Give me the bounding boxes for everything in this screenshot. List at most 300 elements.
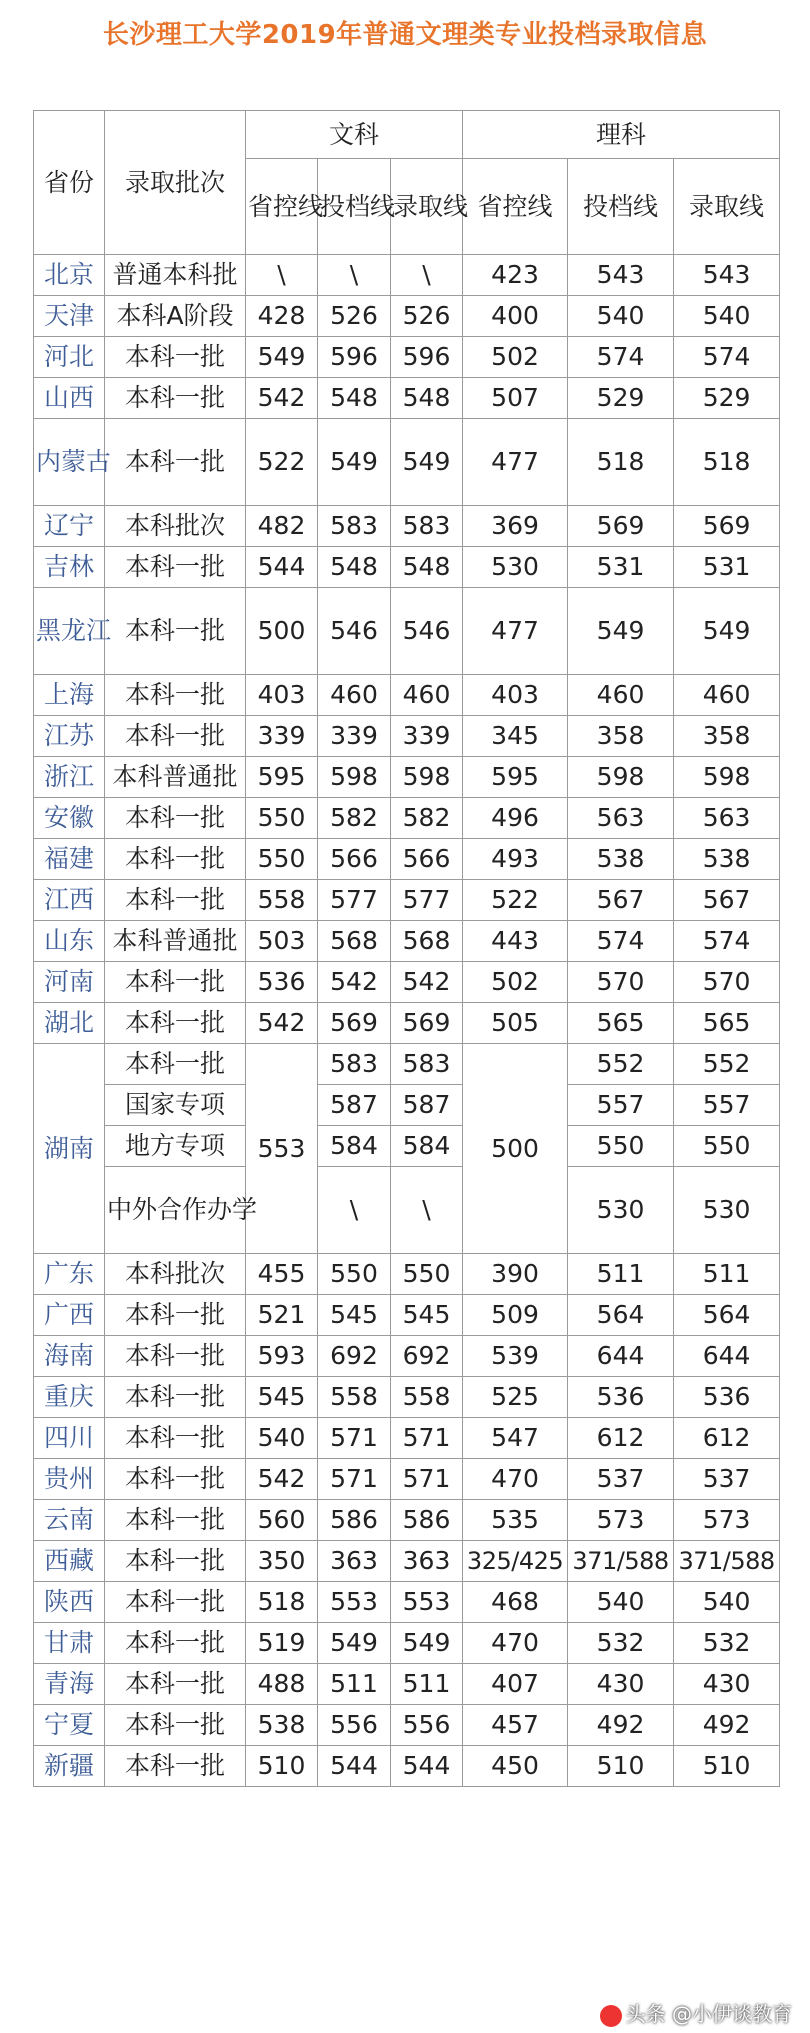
table-row — [34, 337, 780, 378]
science-s1-cell: 500 — [463, 1044, 568, 1254]
arts-a3-cell: 587 — [391, 1085, 463, 1126]
science-s2-cell: 529 — [568, 378, 674, 419]
header-row-1 — [34, 111, 780, 159]
science-s2-cell: 570 — [568, 962, 674, 1003]
arts-a3-cell: 596 — [391, 337, 463, 378]
science-s3-cell: 532 — [674, 1623, 780, 1664]
arts-a3-cell: 549 — [391, 1623, 463, 1664]
province-cell: 天津 — [34, 296, 105, 337]
table-row — [34, 962, 780, 1003]
arts-a2-cell: 586 — [318, 1500, 391, 1541]
science-s2-cell: 530 — [568, 1167, 674, 1254]
arts-a2-cell: 339 — [318, 716, 391, 757]
batch-cell: 本科一批 — [105, 1295, 246, 1336]
arts-a1-cell: 545 — [246, 1377, 318, 1418]
arts-a3-cell: 556 — [391, 1705, 463, 1746]
science-s2-cell: 565 — [568, 1003, 674, 1044]
science-s3-cell: 557 — [674, 1085, 780, 1126]
science-s1-cell: 470 — [463, 1623, 568, 1664]
arts-a1-cell: 482 — [246, 506, 318, 547]
science-s1-cell: 390 — [463, 1254, 568, 1295]
arts-a2-cell: 583 — [318, 506, 391, 547]
arts-a2-cell: 363 — [318, 1541, 391, 1582]
science-s3-cell: 371/588 — [674, 1541, 780, 1582]
arts-a1-cell: 503 — [246, 921, 318, 962]
table-body — [34, 111, 780, 1787]
science-s2-cell: 532 — [568, 1623, 674, 1664]
science-s1-cell: 369 — [463, 506, 568, 547]
province-cell: 重庆 — [34, 1377, 105, 1418]
batch-cell: 本科一批 — [105, 1623, 246, 1664]
arts-a3-cell: 549 — [391, 419, 463, 506]
arts-a1-cell: 428 — [246, 296, 318, 337]
arts-a1-cell: 455 — [246, 1254, 318, 1295]
batch-cell: 本科一批 — [105, 962, 246, 1003]
science-s3-cell: 565 — [674, 1003, 780, 1044]
batch-cell: 本科批次 — [105, 506, 246, 547]
science-s3-cell: 644 — [674, 1336, 780, 1377]
science-s3-cell: 510 — [674, 1746, 780, 1787]
arts-a1-cell: 550 — [246, 839, 318, 880]
science-s2-cell: 540 — [568, 1582, 674, 1623]
arts-a2-cell: 553 — [318, 1582, 391, 1623]
science-s3-cell: 550 — [674, 1126, 780, 1167]
arts-a3-cell: \ — [391, 255, 463, 296]
arts-a3-cell: 545 — [391, 1295, 463, 1336]
province-cell: 上海 — [34, 675, 105, 716]
science-s1-cell: 443 — [463, 921, 568, 962]
arts-a1-cell: 519 — [246, 1623, 318, 1664]
province-cell: 河北 — [34, 337, 105, 378]
batch-cell: 本科一批 — [105, 1705, 246, 1746]
table-row — [34, 296, 780, 337]
science-s3-cell: 530 — [674, 1167, 780, 1254]
arts-a2-cell: 692 — [318, 1336, 391, 1377]
science-s3-cell: 430 — [674, 1664, 780, 1705]
science-s3-cell: 540 — [674, 1582, 780, 1623]
science-s1-cell: 400 — [463, 296, 568, 337]
batch-cell: 本科一批 — [105, 1459, 246, 1500]
science-s1-cell: 470 — [463, 1459, 568, 1500]
science-s2-cell: 358 — [568, 716, 674, 757]
batch-cell: 本科一批 — [105, 1418, 246, 1459]
science-s2-cell: 531 — [568, 547, 674, 588]
table-row — [34, 880, 780, 921]
table-row — [34, 1085, 780, 1126]
admission-table — [33, 110, 780, 1787]
batch-cell: 本科一批 — [105, 880, 246, 921]
science-s1-cell: 505 — [463, 1003, 568, 1044]
table-row — [34, 757, 780, 798]
science-s3-cell: 492 — [674, 1705, 780, 1746]
arts-a2-cell: 558 — [318, 1377, 391, 1418]
arts-a3-cell: 363 — [391, 1541, 463, 1582]
arts-a1-cell: 536 — [246, 962, 318, 1003]
arts-a1-cell: 510 — [246, 1746, 318, 1787]
arts-a3-cell: 569 — [391, 1003, 463, 1044]
science-s1-cell: 525 — [463, 1377, 568, 1418]
science-s2-cell: 569 — [568, 506, 674, 547]
arts-a1-cell: 500 — [246, 588, 318, 675]
batch-cell: 本科一批 — [105, 1500, 246, 1541]
science-s1-cell: 507 — [463, 378, 568, 419]
batch-cell: 本科一批 — [105, 1003, 246, 1044]
science-s2-cell: 564 — [568, 1295, 674, 1336]
science-s1-cell: 325/425 — [463, 1541, 568, 1582]
science-s3-cell: 598 — [674, 757, 780, 798]
science-s2-cell: 574 — [568, 921, 674, 962]
arts-a2-cell: 549 — [318, 1623, 391, 1664]
science-s2-cell: 510 — [568, 1746, 674, 1787]
arts-a1-cell: 544 — [246, 547, 318, 588]
table-row — [34, 675, 780, 716]
arts-a3-cell: 568 — [391, 921, 463, 962]
province-cell: 宁夏 — [34, 1705, 105, 1746]
science-s3-cell: 537 — [674, 1459, 780, 1500]
table-row — [34, 1705, 780, 1746]
arts-a1-cell: 550 — [246, 798, 318, 839]
arts-a3-cell: 550 — [391, 1254, 463, 1295]
science-s2-cell: 552 — [568, 1044, 674, 1085]
science-s1-cell: 493 — [463, 839, 568, 880]
arts-a2-cell: 582 — [318, 798, 391, 839]
arts-a3-cell: 548 — [391, 547, 463, 588]
batch-cell: 本科一批 — [105, 1746, 246, 1787]
arts-a3-cell: 548 — [391, 378, 463, 419]
province-cell: 河南 — [34, 962, 105, 1003]
science-s2-cell: 537 — [568, 1459, 674, 1500]
table-row — [34, 588, 780, 675]
arts-a3-cell: 571 — [391, 1418, 463, 1459]
province-cell: 安徽 — [34, 798, 105, 839]
arts-a1-cell: 540 — [246, 1418, 318, 1459]
arts-a2-cell: 566 — [318, 839, 391, 880]
science-s1-cell: 535 — [463, 1500, 568, 1541]
science-s2-cell: 563 — [568, 798, 674, 839]
batch-cell: 本科一批 — [105, 378, 246, 419]
science-s2-cell: 549 — [568, 588, 674, 675]
header-sci-admit: 录取线 — [674, 159, 780, 255]
batch-cell: 本科一批 — [105, 419, 246, 506]
arts-a2-cell: 598 — [318, 757, 391, 798]
science-s2-cell: 430 — [568, 1664, 674, 1705]
arts-a1-cell: 538 — [246, 1705, 318, 1746]
header-batch: 录取批次 — [105, 111, 246, 255]
batch-cell: 本科一批 — [105, 716, 246, 757]
batch-cell: 本科普通批 — [105, 757, 246, 798]
science-s3-cell: 563 — [674, 798, 780, 839]
arts-a3-cell: 553 — [391, 1582, 463, 1623]
arts-a2-cell: 550 — [318, 1254, 391, 1295]
batch-cell: 普通本科批 — [105, 255, 246, 296]
batch-cell: 本科一批 — [105, 1582, 246, 1623]
science-s1-cell: 502 — [463, 337, 568, 378]
arts-a3-cell: 544 — [391, 1746, 463, 1787]
table-row — [34, 1459, 780, 1500]
table-row — [34, 1746, 780, 1787]
arts-a1-cell: \ — [246, 255, 318, 296]
header-arts-admit: 录取线 — [391, 159, 463, 255]
batch-cell: 地方专项 — [105, 1126, 246, 1167]
header-arts: 文科 — [246, 111, 463, 159]
science-s3-cell: 511 — [674, 1254, 780, 1295]
arts-a3-cell: 526 — [391, 296, 463, 337]
province-cell: 新疆 — [34, 1746, 105, 1787]
batch-cell: 本科一批 — [105, 1336, 246, 1377]
arts-a3-cell: 558 — [391, 1377, 463, 1418]
arts-a3-cell: 586 — [391, 1500, 463, 1541]
table-row — [34, 419, 780, 506]
science-s3-cell: 570 — [674, 962, 780, 1003]
science-s1-cell: 407 — [463, 1664, 568, 1705]
arts-a2-cell: 596 — [318, 337, 391, 378]
table-row — [34, 1541, 780, 1582]
science-s3-cell: 531 — [674, 547, 780, 588]
province-cell: 广东 — [34, 1254, 105, 1295]
arts-a1-cell: 521 — [246, 1295, 318, 1336]
arts-a2-cell: 545 — [318, 1295, 391, 1336]
arts-a2-cell: 549 — [318, 419, 391, 506]
science-s3-cell: 460 — [674, 675, 780, 716]
province-cell: 西藏 — [34, 1541, 105, 1582]
province-cell: 贵州 — [34, 1459, 105, 1500]
province-cell: 青海 — [34, 1664, 105, 1705]
province-cell: 云南 — [34, 1500, 105, 1541]
table-row — [34, 506, 780, 547]
science-s1-cell: 423 — [463, 255, 568, 296]
province-cell: 内蒙古 — [34, 419, 105, 506]
science-s1-cell: 345 — [463, 716, 568, 757]
science-s3-cell: 567 — [674, 880, 780, 921]
arts-a1-cell: 542 — [246, 378, 318, 419]
arts-a1-cell: 488 — [246, 1664, 318, 1705]
arts-a2-cell: 548 — [318, 547, 391, 588]
watermark-text: 头条 @小伊谈教育 — [625, 2002, 792, 2026]
arts-a2-cell: 544 — [318, 1746, 391, 1787]
province-cell: 四川 — [34, 1418, 105, 1459]
table-row — [34, 921, 780, 962]
science-s2-cell: 538 — [568, 839, 674, 880]
science-s2-cell: 612 — [568, 1418, 674, 1459]
science-s3-cell: 538 — [674, 839, 780, 880]
science-s1-cell: 530 — [463, 547, 568, 588]
batch-cell: 本科一批 — [105, 588, 246, 675]
table-row — [34, 1582, 780, 1623]
arts-a1-cell: 549 — [246, 337, 318, 378]
province-cell: 北京 — [34, 255, 105, 296]
science-s2-cell: 460 — [568, 675, 674, 716]
province-cell: 甘肃 — [34, 1623, 105, 1664]
science-s3-cell: 569 — [674, 506, 780, 547]
science-s2-cell: 536 — [568, 1377, 674, 1418]
arts-a2-cell: 577 — [318, 880, 391, 921]
table-row — [34, 1003, 780, 1044]
province-cell: 辽宁 — [34, 506, 105, 547]
science-s2-cell: 518 — [568, 419, 674, 506]
arts-a3-cell: 598 — [391, 757, 463, 798]
science-s1-cell: 457 — [463, 1705, 568, 1746]
arts-a2-cell: \ — [318, 1167, 391, 1254]
arts-a3-cell: 546 — [391, 588, 463, 675]
science-s3-cell: 540 — [674, 296, 780, 337]
table-row — [34, 798, 780, 839]
batch-cell: 本科一批 — [105, 1377, 246, 1418]
science-s1-cell: 547 — [463, 1418, 568, 1459]
arts-a1-cell: 553 — [246, 1044, 318, 1254]
batch-cell: 本科一批 — [105, 337, 246, 378]
batch-cell: 本科一批 — [105, 839, 246, 880]
science-s3-cell: 529 — [674, 378, 780, 419]
arts-a3-cell: 566 — [391, 839, 463, 880]
science-s2-cell: 557 — [568, 1085, 674, 1126]
science-s2-cell: 371/588 — [568, 1541, 674, 1582]
arts-a1-cell: 560 — [246, 1500, 318, 1541]
science-s2-cell: 644 — [568, 1336, 674, 1377]
header-science: 理科 — [463, 111, 780, 159]
header-sci-file: 投档线 — [568, 159, 674, 255]
province-cell: 湖北 — [34, 1003, 105, 1044]
page-title: 长沙理工大学2019年普通文理类专业投档录取信息 — [102, 20, 708, 50]
science-s2-cell: 492 — [568, 1705, 674, 1746]
batch-cell: 本科一批 — [105, 1044, 246, 1085]
arts-a3-cell: 583 — [391, 1044, 463, 1085]
arts-a3-cell: 339 — [391, 716, 463, 757]
batch-cell: 国家专项 — [105, 1085, 246, 1126]
science-s1-cell: 403 — [463, 675, 568, 716]
science-s1-cell: 450 — [463, 1746, 568, 1787]
science-s2-cell: 550 — [568, 1126, 674, 1167]
science-s1-cell: 468 — [463, 1582, 568, 1623]
batch-cell: 本科一批 — [105, 798, 246, 839]
arts-a2-cell: \ — [318, 255, 391, 296]
batch-cell: 本科批次 — [105, 1254, 246, 1295]
science-s1-cell: 477 — [463, 419, 568, 506]
province-cell: 湖南 — [34, 1044, 105, 1254]
province-cell: 山东 — [34, 921, 105, 962]
batch-cell: 本科A阶段 — [105, 296, 246, 337]
watermark — [600, 1998, 792, 2027]
toutiao-logo-icon — [600, 2005, 622, 2027]
arts-a2-cell: 542 — [318, 962, 391, 1003]
province-cell: 黑龙江 — [34, 588, 105, 675]
table-row — [34, 378, 780, 419]
science-s3-cell: 518 — [674, 419, 780, 506]
arts-a2-cell: 568 — [318, 921, 391, 962]
header-province: 省份 — [34, 111, 105, 255]
table-row — [34, 1126, 780, 1167]
province-cell: 吉林 — [34, 547, 105, 588]
arts-a2-cell: 583 — [318, 1044, 391, 1085]
arts-a3-cell: 577 — [391, 880, 463, 921]
arts-a1-cell: 558 — [246, 880, 318, 921]
science-s3-cell: 573 — [674, 1500, 780, 1541]
province-cell: 陕西 — [34, 1582, 105, 1623]
province-cell: 山西 — [34, 378, 105, 419]
table-row — [34, 716, 780, 757]
arts-a2-cell: 546 — [318, 588, 391, 675]
batch-cell: 本科一批 — [105, 1664, 246, 1705]
science-s1-cell: 595 — [463, 757, 568, 798]
table-row — [34, 1623, 780, 1664]
batch-cell: 本科一批 — [105, 547, 246, 588]
province-cell: 浙江 — [34, 757, 105, 798]
arts-a1-cell: 522 — [246, 419, 318, 506]
arts-a2-cell: 511 — [318, 1664, 391, 1705]
province-cell: 福建 — [34, 839, 105, 880]
arts-a2-cell: 460 — [318, 675, 391, 716]
table-row — [34, 1254, 780, 1295]
science-s3-cell: 564 — [674, 1295, 780, 1336]
science-s2-cell: 574 — [568, 337, 674, 378]
arts-a3-cell: 571 — [391, 1459, 463, 1500]
arts-a3-cell: 692 — [391, 1336, 463, 1377]
arts-a2-cell: 526 — [318, 296, 391, 337]
arts-a2-cell: 569 — [318, 1003, 391, 1044]
batch-cell: 本科普通批 — [105, 921, 246, 962]
arts-a1-cell: 593 — [246, 1336, 318, 1377]
table-row — [34, 1500, 780, 1541]
arts-a3-cell: 460 — [391, 675, 463, 716]
arts-a1-cell: 542 — [246, 1003, 318, 1044]
arts-a3-cell: 583 — [391, 506, 463, 547]
arts-a1-cell: 339 — [246, 716, 318, 757]
science-s3-cell: 552 — [674, 1044, 780, 1085]
header-arts-file: 投档线 — [318, 159, 391, 255]
arts-a3-cell: 511 — [391, 1664, 463, 1705]
province-cell: 江西 — [34, 880, 105, 921]
arts-a2-cell: 587 — [318, 1085, 391, 1126]
table-row — [34, 839, 780, 880]
science-s3-cell: 574 — [674, 337, 780, 378]
arts-a2-cell: 571 — [318, 1459, 391, 1500]
arts-a1-cell: 350 — [246, 1541, 318, 1582]
table-row — [34, 1377, 780, 1418]
arts-a3-cell: \ — [391, 1167, 463, 1254]
province-cell: 广西 — [34, 1295, 105, 1336]
arts-a3-cell: 584 — [391, 1126, 463, 1167]
science-s1-cell: 502 — [463, 962, 568, 1003]
arts-a3-cell: 542 — [391, 962, 463, 1003]
science-s2-cell: 540 — [568, 296, 674, 337]
arts-a1-cell: 518 — [246, 1582, 318, 1623]
science-s3-cell: 358 — [674, 716, 780, 757]
batch-cell: 中外合作办学 — [105, 1167, 246, 1254]
science-s2-cell: 511 — [568, 1254, 674, 1295]
table-row — [34, 1664, 780, 1705]
science-s2-cell: 573 — [568, 1500, 674, 1541]
header-sci-control: 省控线 — [463, 159, 568, 255]
arts-a1-cell: 595 — [246, 757, 318, 798]
arts-a1-cell: 542 — [246, 1459, 318, 1500]
arts-a2-cell: 548 — [318, 378, 391, 419]
province-cell: 江苏 — [34, 716, 105, 757]
table-row — [34, 255, 780, 296]
science-s1-cell: 539 — [463, 1336, 568, 1377]
batch-cell: 本科一批 — [105, 1541, 246, 1582]
science-s1-cell: 509 — [463, 1295, 568, 1336]
science-s1-cell: 496 — [463, 798, 568, 839]
table-row — [34, 547, 780, 588]
arts-a1-cell: 403 — [246, 675, 318, 716]
arts-a3-cell: 582 — [391, 798, 463, 839]
science-s2-cell: 543 — [568, 255, 674, 296]
table-row — [34, 1295, 780, 1336]
science-s3-cell: 612 — [674, 1418, 780, 1459]
science-s3-cell: 536 — [674, 1377, 780, 1418]
header-arts-control: 省控线 — [246, 159, 318, 255]
science-s3-cell: 549 — [674, 588, 780, 675]
arts-a2-cell: 584 — [318, 1126, 391, 1167]
